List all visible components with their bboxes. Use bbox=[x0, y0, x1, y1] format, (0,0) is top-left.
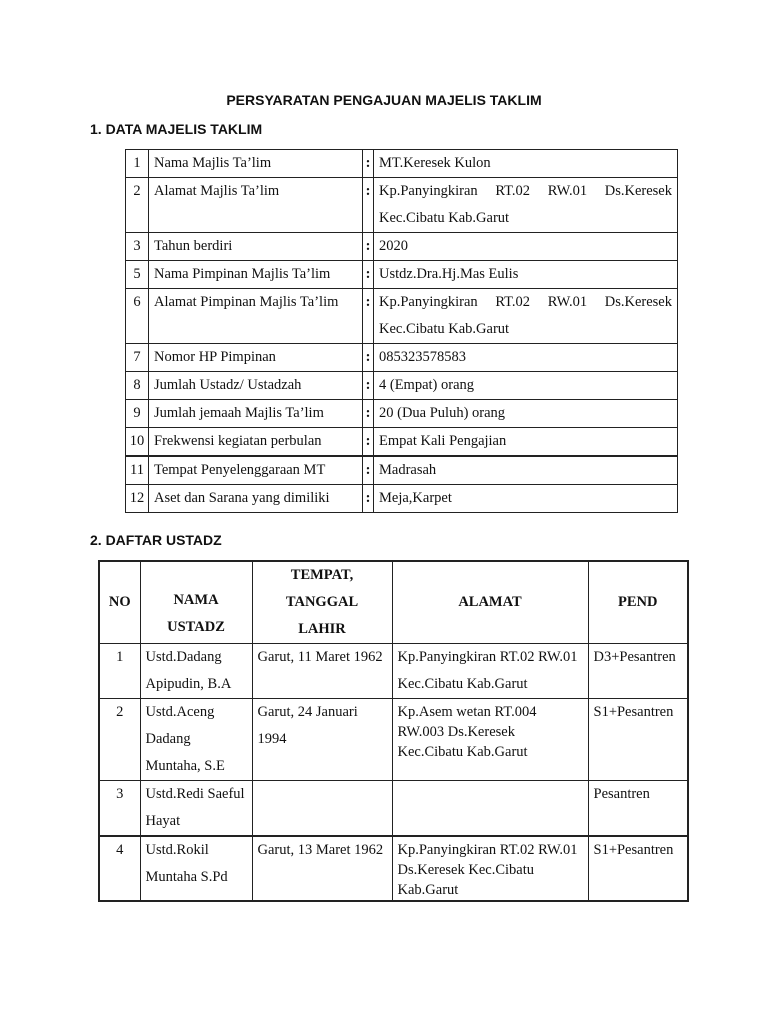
table-row bbox=[126, 372, 678, 400]
table-row bbox=[126, 289, 678, 344]
row-number: 7 bbox=[126, 344, 149, 372]
education: Pesantren bbox=[588, 781, 688, 837]
field-value: Empat Kali Pengajian bbox=[374, 428, 678, 457]
table-row bbox=[126, 233, 678, 261]
row-number: 1 bbox=[126, 150, 149, 178]
table-row bbox=[126, 261, 678, 289]
separator-colon: : bbox=[363, 400, 374, 428]
column-header-alamat: ALAMAT bbox=[392, 561, 588, 644]
birth-place-date bbox=[252, 781, 392, 837]
table-row bbox=[126, 456, 678, 485]
address: Kp.Panyingkiran RT.02 RW.01 Ds.Keresek Kec.Cibatu Kab.Garut bbox=[392, 836, 588, 901]
field-label: Nama Majlis Ta’lim bbox=[149, 150, 363, 178]
field-label: Alamat Majlis Ta’lim bbox=[149, 178, 363, 233]
separator-colon: : bbox=[363, 485, 374, 513]
address: Kp.Asem wetan RT.004 RW.003 Ds.Keresek Kec.Cibatu Kab.Garut bbox=[392, 699, 588, 781]
column-header-ttl-line3: LAHIR bbox=[298, 621, 346, 637]
field-label: Jumlah jemaah Majlis Ta’lim bbox=[149, 400, 363, 428]
row-number: 5 bbox=[126, 261, 149, 289]
table-row bbox=[99, 836, 688, 901]
row-number: 10 bbox=[126, 428, 149, 457]
separator-colon: : bbox=[363, 456, 374, 485]
separator-colon: : bbox=[363, 233, 374, 261]
table-row bbox=[126, 485, 678, 513]
field-value: Madrasah bbox=[374, 456, 678, 485]
field-value: Meja,Karpet bbox=[374, 485, 678, 513]
row-number: 11 bbox=[126, 456, 149, 485]
ustadz-name: Ustd.Aceng Dadang Muntaha, S.E bbox=[140, 699, 252, 781]
row-number: 4 bbox=[99, 836, 140, 901]
education: D3+Pesantren bbox=[588, 644, 688, 699]
birth-place-date: Garut, 13 Maret 1962 bbox=[252, 836, 392, 901]
column-header-ttl-line2: TANGGAL bbox=[285, 594, 359, 610]
majelis-data-table bbox=[125, 149, 678, 513]
section-heading-data-majelis: 1. DATA MAJELIS TAKLIM bbox=[90, 121, 263, 137]
separator-colon: : bbox=[363, 372, 374, 400]
column-header-no: NO bbox=[99, 561, 140, 644]
ustadz-name: Ustd.Dadang Apipudin, B.A bbox=[140, 644, 252, 699]
field-label: Frekwensi kegiatan perbulan bbox=[149, 428, 363, 457]
table-row bbox=[126, 400, 678, 428]
document-title: PERSYARATAN PENGAJUAN MAJELIS TAKLIM bbox=[226, 92, 542, 108]
separator-colon: : bbox=[363, 289, 374, 344]
ustadz-name: Ustd.Redi Saeful Hayat bbox=[140, 781, 252, 837]
field-value: Ustdz.Dra.Hj.Mas Eulis bbox=[374, 261, 678, 289]
row-number: 12 bbox=[126, 485, 149, 513]
separator-colon: : bbox=[363, 261, 374, 289]
table-header-row bbox=[99, 561, 688, 644]
field-label: Tahun berdiri bbox=[149, 233, 363, 261]
field-label: Tempat Penyelenggaraan MT bbox=[149, 456, 363, 485]
row-number: 8 bbox=[126, 372, 149, 400]
column-header-nama bbox=[140, 561, 252, 644]
field-value: 20 (Dua Puluh) orang bbox=[374, 400, 678, 428]
column-header-tempat-tanggal-lahir bbox=[252, 561, 392, 644]
table-row bbox=[99, 781, 688, 837]
column-header-ttl-line1: TEMPAT, bbox=[290, 567, 354, 583]
row-number: 2 bbox=[99, 699, 140, 781]
birth-place-date: Garut, 11 Maret 1962 bbox=[252, 644, 392, 699]
field-value: Kp.Panyingkiran RT.02 RW.01 Ds.Keresek Kec.Cibatu Kab.Garut bbox=[374, 289, 678, 344]
birth-place-date: Garut, 24 Januari 1994 bbox=[252, 699, 392, 781]
field-value: 4 (Empat) orang bbox=[374, 372, 678, 400]
row-number: 9 bbox=[126, 400, 149, 428]
separator-colon: : bbox=[363, 344, 374, 372]
education: S1+Pesantren bbox=[588, 836, 688, 901]
column-header-pend: PEND bbox=[588, 561, 688, 644]
section-heading-daftar-ustadz: 2. DAFTAR USTADZ bbox=[90, 532, 222, 548]
address: Kp.Panyingkiran RT.02 RW.01 Kec.Cibatu Kab.Garut bbox=[392, 644, 588, 699]
table-row bbox=[99, 699, 688, 781]
field-value: MT.Keresek Kulon bbox=[374, 150, 678, 178]
separator-colon: : bbox=[363, 150, 374, 178]
table-row bbox=[126, 344, 678, 372]
field-value: 085323578583 bbox=[374, 344, 678, 372]
separator-colon: : bbox=[363, 178, 374, 233]
row-number: 3 bbox=[99, 781, 140, 837]
field-label: Jumlah Ustadz/ Ustadzah bbox=[149, 372, 363, 400]
field-label: Aset dan Sarana yang dimiliki bbox=[149, 485, 363, 513]
address bbox=[392, 781, 588, 837]
row-number: 1 bbox=[99, 644, 140, 699]
table-row bbox=[126, 150, 678, 178]
ustadz-name: Ustd.Rokil Muntaha S.Pd bbox=[140, 836, 252, 901]
field-value: 2020 bbox=[374, 233, 678, 261]
row-number: 6 bbox=[126, 289, 149, 344]
field-label: Nomor HP Pimpinan bbox=[149, 344, 363, 372]
separator-colon: : bbox=[363, 428, 374, 457]
table-row bbox=[126, 178, 678, 233]
table-row bbox=[99, 644, 688, 699]
table-row bbox=[126, 428, 678, 457]
row-number: 3 bbox=[126, 233, 149, 261]
field-label: Alamat Pimpinan Majlis Ta’lim bbox=[149, 289, 363, 344]
field-value: Kp.Panyingkiran RT.02 RW.01 Ds.Keresek Kec.Cibatu Kab.Garut bbox=[374, 178, 678, 233]
column-header-nama-line1: NAMA bbox=[173, 592, 219, 608]
ustadz-list-table bbox=[98, 560, 689, 902]
field-label: Nama Pimpinan Majlis Ta’lim bbox=[149, 261, 363, 289]
column-header-nama-line2: USTADZ bbox=[167, 619, 225, 635]
education: S1+Pesantren bbox=[588, 699, 688, 781]
row-number: 2 bbox=[126, 178, 149, 233]
